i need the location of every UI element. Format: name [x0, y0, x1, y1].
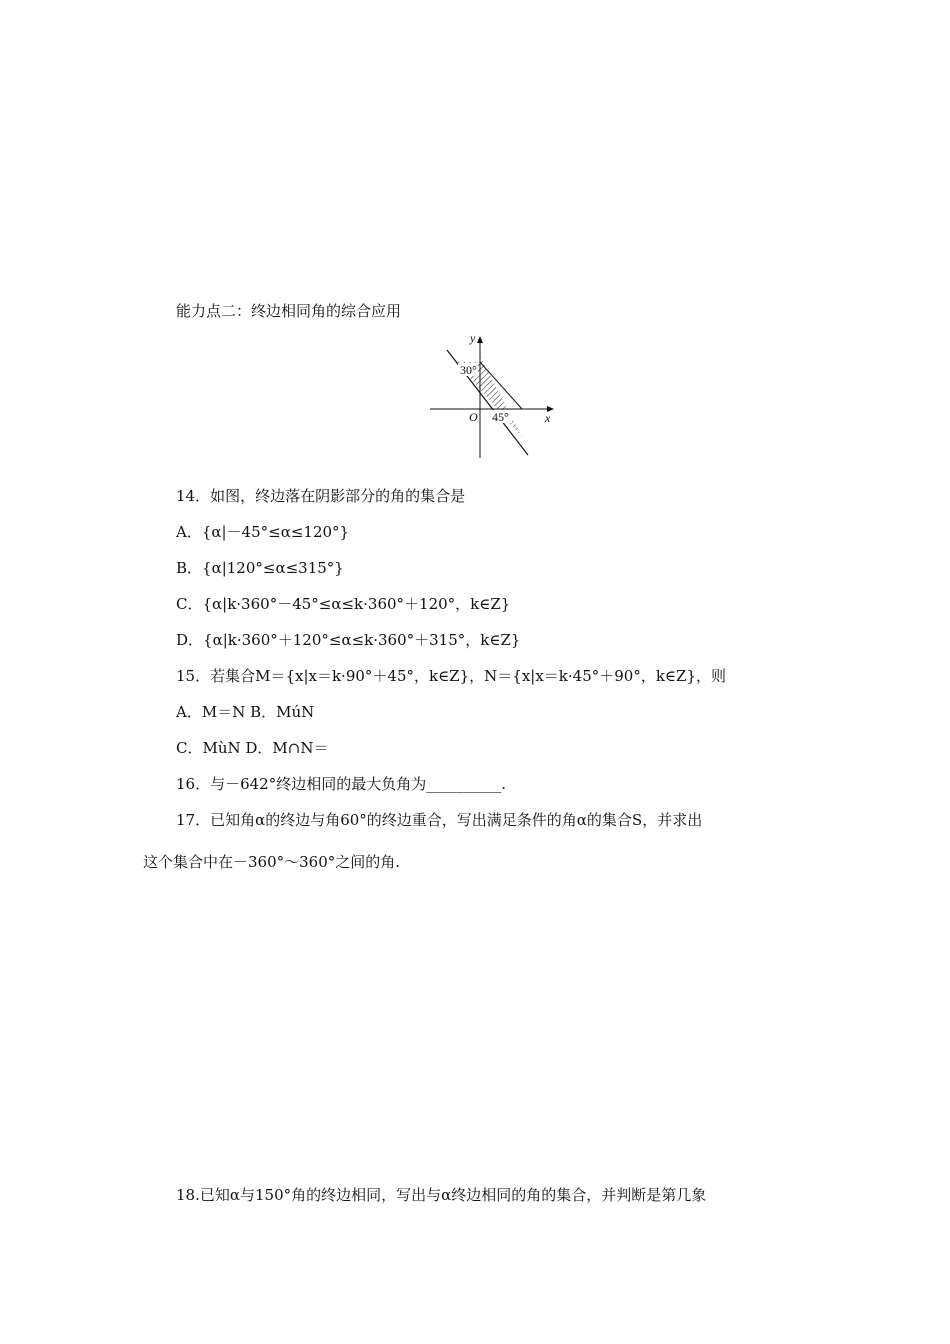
angle-label-bottom: 45°: [492, 410, 509, 424]
angle-figure: [425, 328, 560, 463]
q14-stem: 14．如图，终边落在阴影部分的角的集合是: [176, 487, 466, 505]
q14-option-d: D．{α|k·360°＋120°≤α≤k·360°＋315°，k∈Z}: [176, 631, 521, 649]
q14-option-b: B．{α|120°≤α≤315°}: [176, 559, 344, 577]
q17-line1: 17．已知角α的终边与角60°的终边重合，写出满足条件的角α的集合S，并求出: [176, 811, 703, 829]
q15-options-ab: A．M＝N B．MúN: [176, 703, 315, 721]
q18-line1: 18.已知α与150°角的终边相同，写出与α终边相同的角的集合，并判断是第几象: [176, 1186, 707, 1204]
x-axis-label: x: [545, 411, 551, 425]
q15-options-cd: C．MùN D．M∩N＝: [176, 739, 329, 757]
angle-diagram: [425, 328, 560, 463]
angle-label-top: 30°: [460, 363, 477, 377]
q14-option-c: C．{α|k·360°－45°≤α≤k·360°＋120°，k∈Z}: [176, 595, 511, 613]
section-title: 能力点二：终边相同角的综合应用: [176, 302, 402, 320]
q16-stem: 16．与－642°终边相同的最大负角为__________.: [176, 775, 506, 793]
q17-line2: 这个集合中在－360°～360°之间的角.: [143, 853, 401, 871]
q15-stem: 15．若集合M＝{x|x＝k·90°＋45°，k∈Z}，N＝{x|x＝k·45°＋90°，k∈Z}，则: [176, 667, 726, 685]
y-axis-label: y: [470, 331, 476, 345]
q14-option-a: A．{α|－45°≤α≤120°}: [176, 523, 350, 541]
origin-label: O: [469, 410, 478, 424]
y-axis-arrow: [477, 336, 483, 343]
